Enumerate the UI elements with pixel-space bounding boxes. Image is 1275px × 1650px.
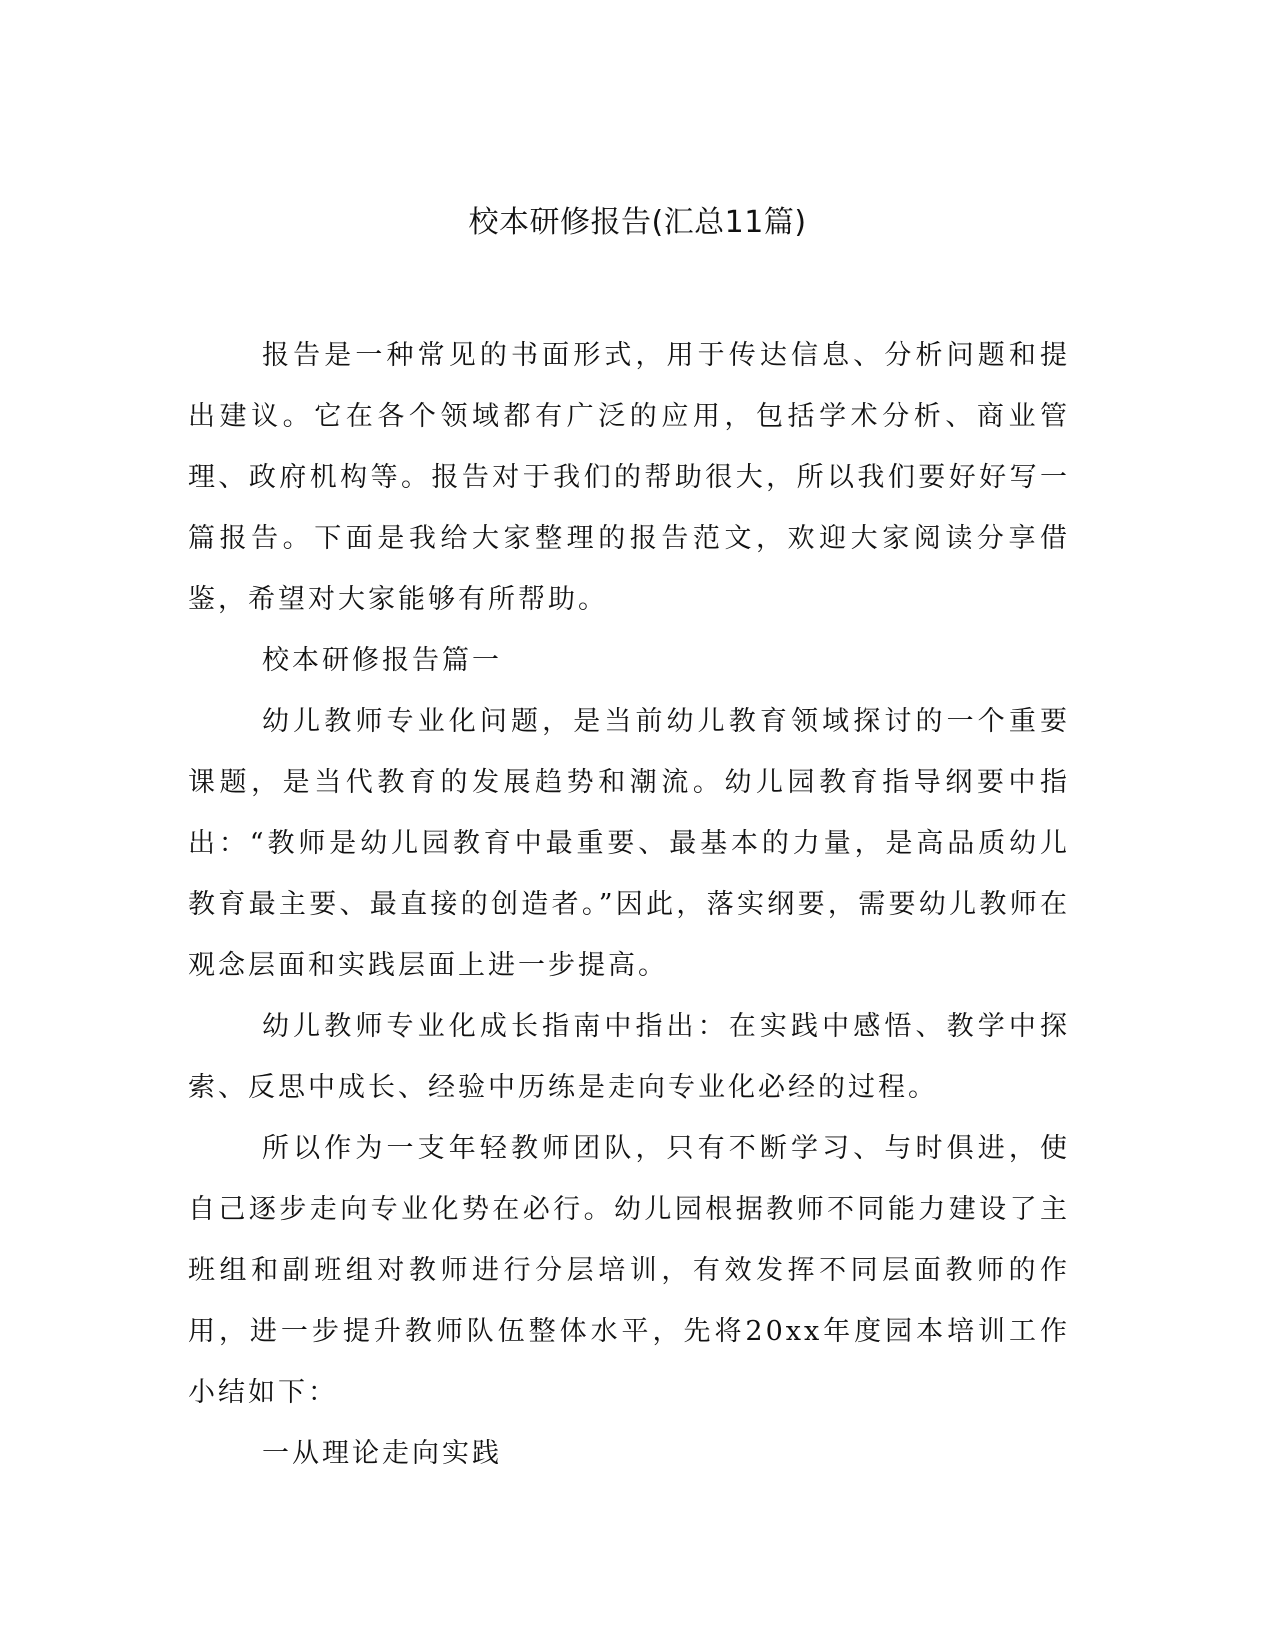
intro-paragraph: 报告是一种常见的书面形式，用于传达信息、分析问题和提出建议。它在各个领域都有广泛的应用，包括学术分析、商业管理、政府机构等。报告对于我们的帮助很大，所以我们要好好写一篇报告。下面是我给大家整理的报告范文，欢迎大家阅读分享借鉴，希望对大家能够有所帮助。 xyxy=(188,340,1070,615)
document-title: 校本研修报告(汇总11篇) xyxy=(468,205,807,240)
body-paragraph-growth-guide: 幼儿教师专业化成长指南中指出：在实践中感悟、教学中探索、反思中成长、经验中历练是走向专业化必经的过程。 xyxy=(188,1011,1070,1103)
body-paragraph-professionalization: 幼儿教师专业化问题，是当前幼儿教育领域探讨的一个重要课题，是当代教育的发展趋势和潮流。幼儿园教育指导纲要中指出：“教师是幼儿园教育中最重要、最基本的力量，是高品质幼儿教育最主要、最直接的创造者。”因此，落实纲要，需要幼儿教师在观念层面和实践层面上进一步提高。 xyxy=(188,706,1070,981)
section-heading-part-one: 校本研修报告篇一 xyxy=(262,645,502,676)
body-paragraph-training-summary: 所以作为一支年轻教师团队，只有不断学习、与时俱进，使自己逐步走向专业化势在必行。幼儿园根据教师不同能力建设了主班组和副班组对教师进行分层培训，有效发挥不同层面教师的作用，进一步提升教师队伍整体水平，先将20xx年度园本培训工作小结如下： xyxy=(188,1133,1070,1408)
document-body xyxy=(188,325,1070,1484)
section-heading-theory-to-practice: 一从理论走向实践 xyxy=(262,1438,502,1469)
